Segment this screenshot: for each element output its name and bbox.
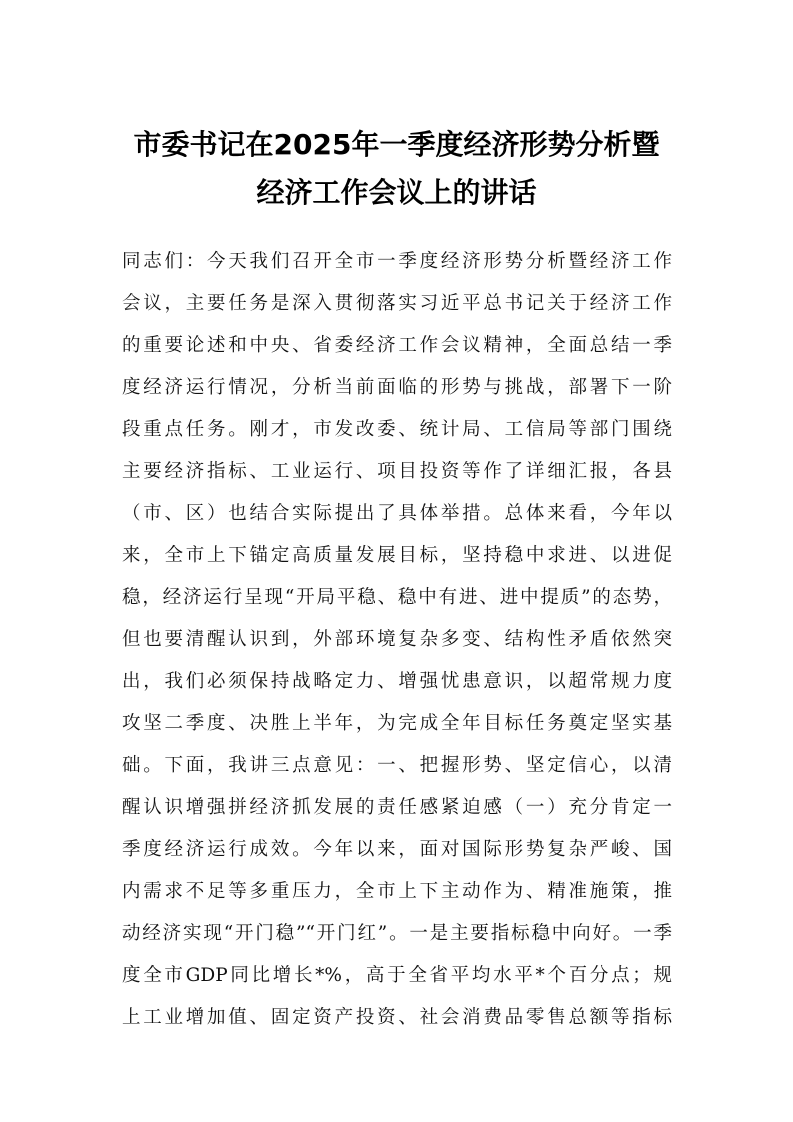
body-line: 但也要清醒认识到，外部环境复杂多变、结构性矛盾依然突 bbox=[122, 629, 672, 650]
body-line: 段重点任务。刚才，市发改委、统计局、工信局等部门围绕 bbox=[122, 419, 672, 440]
body-line: 稳，经济运行呈现“开局平稳、稳中有进、进中提质”的态势， bbox=[122, 587, 672, 608]
body-line: 同志们：今天我们召开全市一季度经济形势分析暨经济工作 bbox=[122, 251, 672, 272]
body-line: 动经济实现“开门稳”“开门红”。一是主要指标稳中向好。一季 bbox=[122, 923, 672, 944]
body-line: 季度经济运行成效。今年以来，面对国际形势复杂严峻、国 bbox=[122, 839, 672, 860]
body-line: 内需求不足等多重压力，全市上下主动作为、精准施策，推 bbox=[122, 881, 672, 902]
body-line: 础。下面，我讲三点意见：一、把握形势、坚定信心，以清 bbox=[122, 755, 672, 776]
body-line: 会议，主要任务是深入贯彻落实习近平总书记关于经济工作 bbox=[122, 293, 672, 314]
body-line: 的重要论述和中央、省委经济工作会议精神，全面总结一季 bbox=[122, 335, 672, 356]
document-title-line-1: 市委书记在2025年一季度经济形势分析暨 bbox=[133, 128, 660, 161]
body-line: （市、区）也结合实际提出了具体举措。总体来看，今年以 bbox=[122, 503, 672, 524]
body-line: 攻坚二季度、决胜上半年，为完成全年目标任务奠定坚实基 bbox=[122, 713, 672, 734]
body-line: 度经济运行情况，分析当前面临的形势与挑战，部署下一阶 bbox=[122, 377, 672, 398]
body-line: 出，我们必须保持战略定力、增强忧患意识，以超常规力度 bbox=[122, 671, 672, 692]
body-line: 主要经济指标、工业运行、项目投资等作了详细汇报，各县 bbox=[122, 461, 672, 482]
document-title-line-2: 经济工作会议上的讲话 bbox=[256, 176, 537, 209]
body-line: 上工业增加值、固定资产投资、社会消费品零售总额等指标 bbox=[122, 1007, 672, 1028]
body-line: 来，全市上下锚定高质量发展目标，坚持稳中求进、以进促 bbox=[122, 545, 672, 566]
body-line: 度全市GDP同比增长*%，高于全省平均水平*个百分点；规 bbox=[122, 965, 672, 986]
body-line: 醒认识增强拼经济抓发展的责任感紧迫感（一）充分肯定一 bbox=[122, 797, 672, 818]
